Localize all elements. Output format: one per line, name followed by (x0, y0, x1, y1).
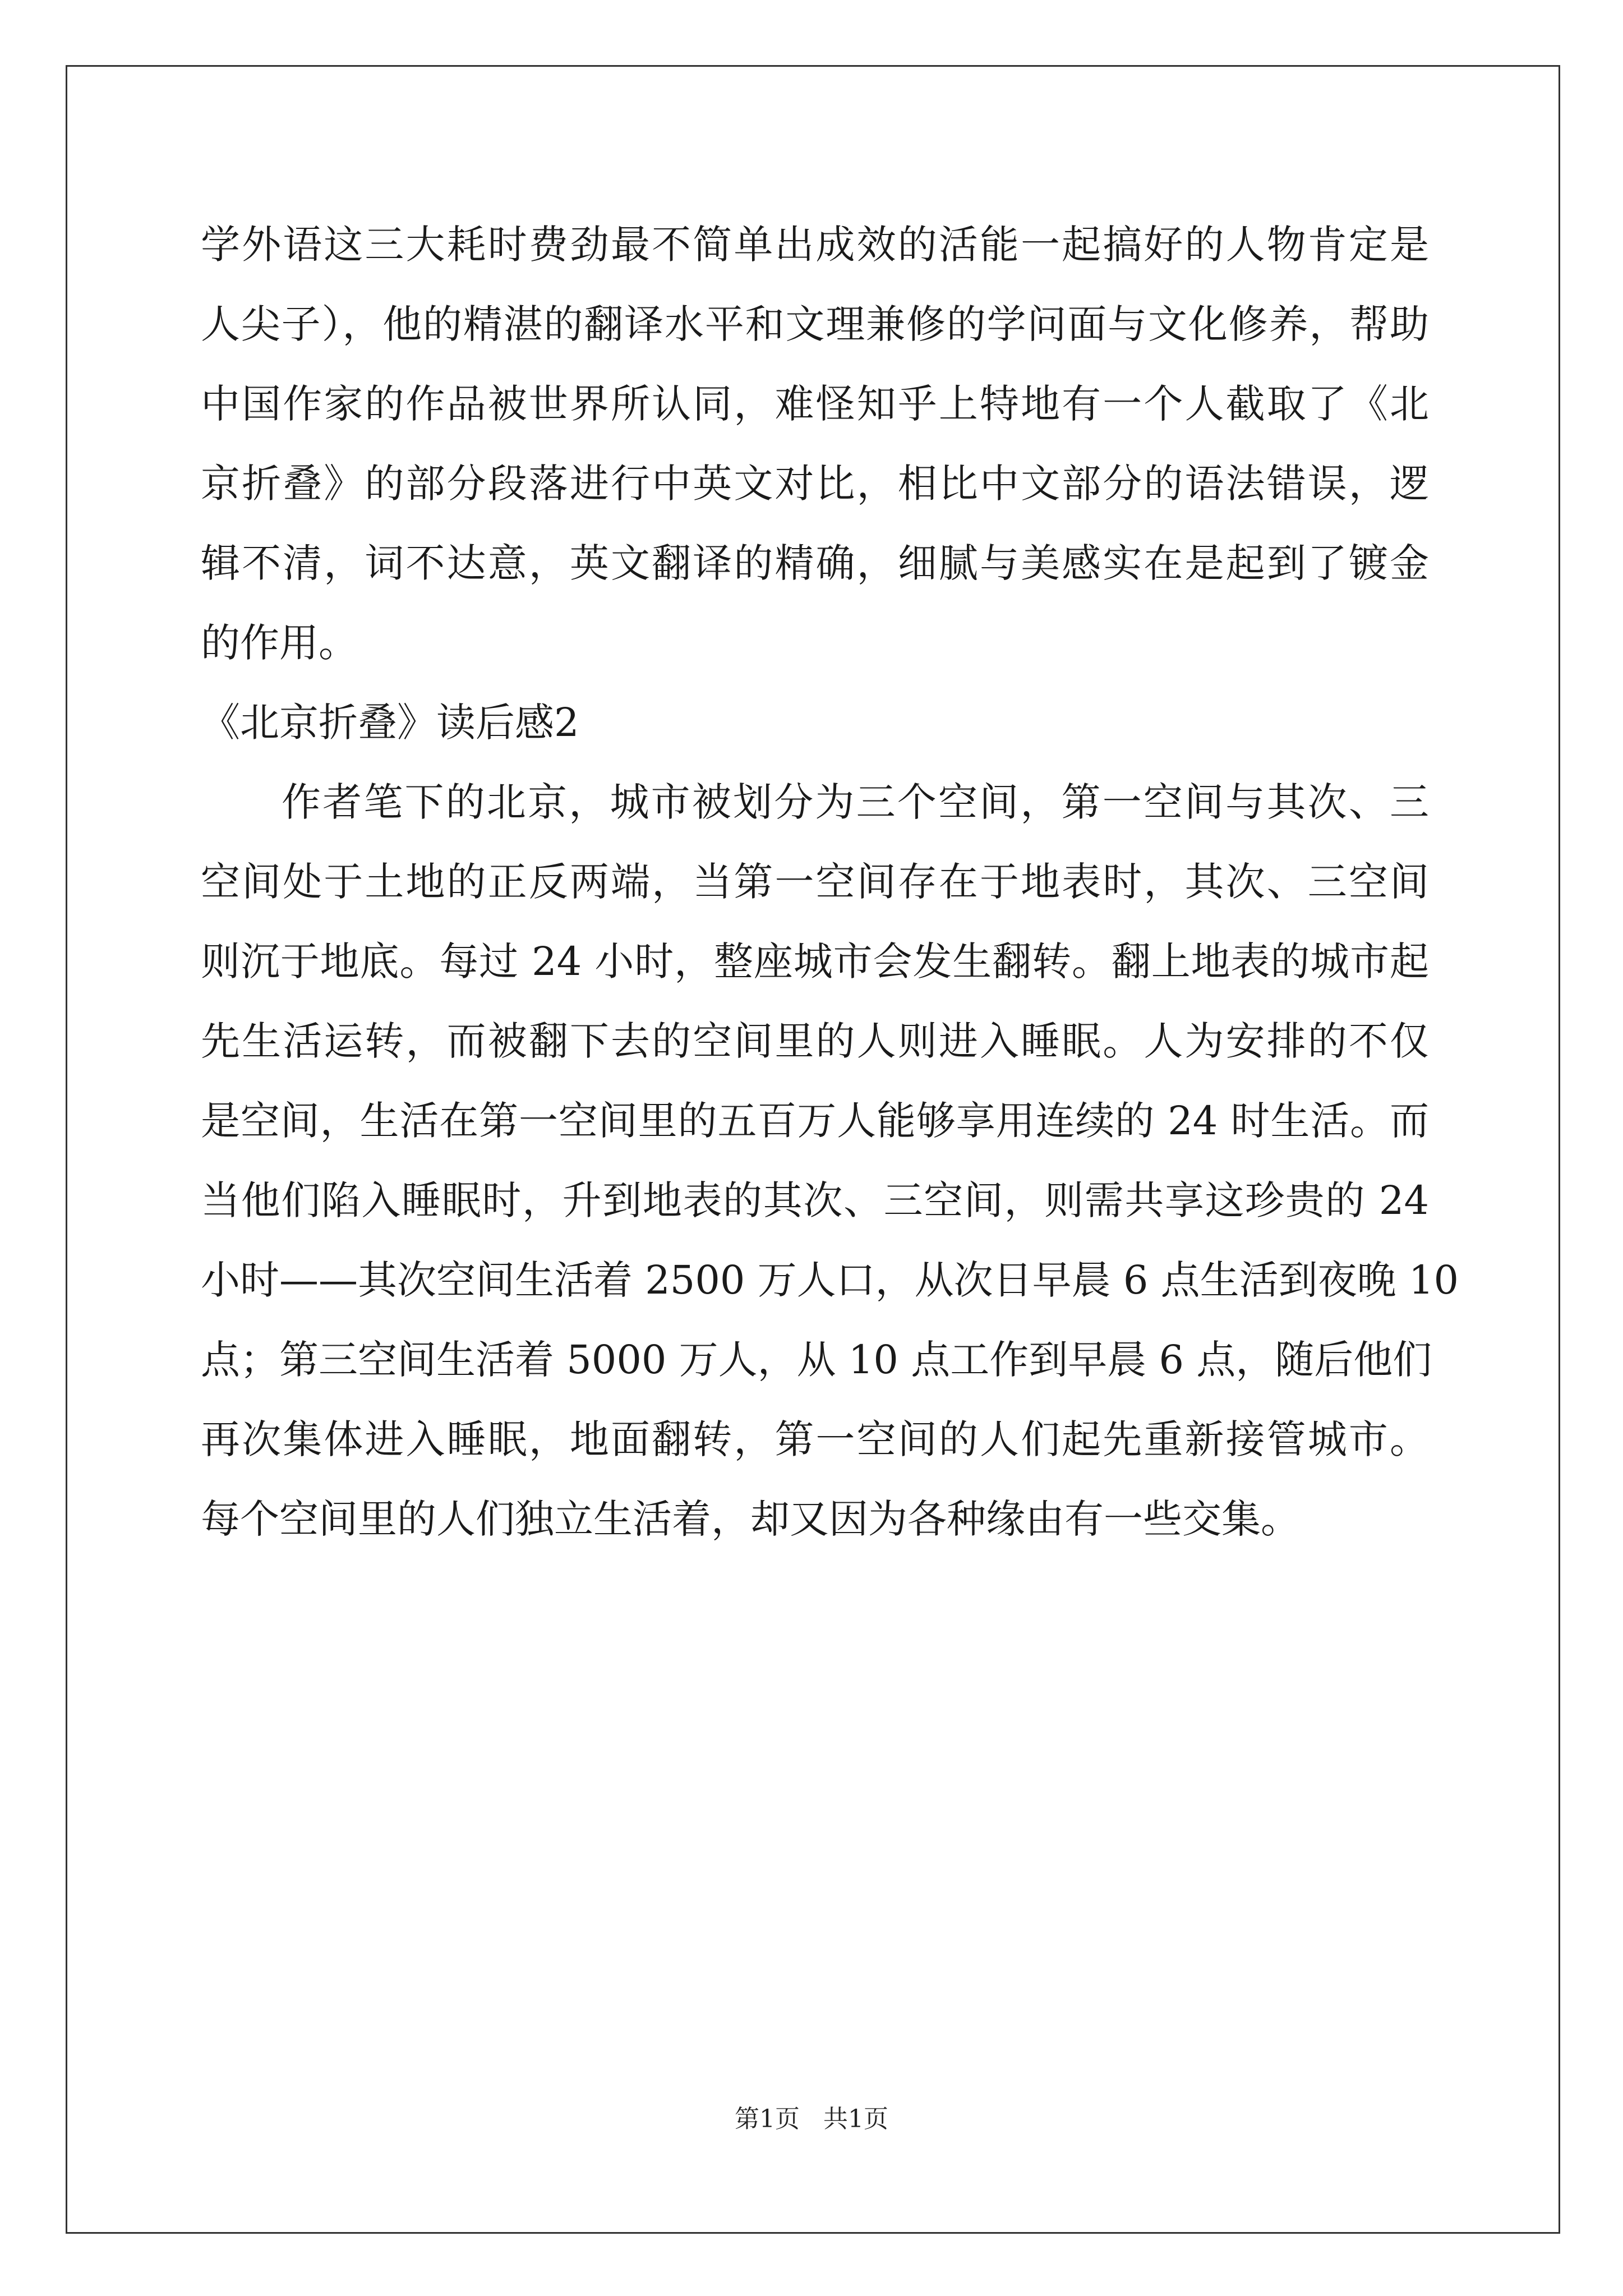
paragraph-line: 的作用。 (201, 620, 358, 666)
section-heading: 《北京折叠》读后感2 (201, 700, 579, 746)
paragraph-line: 作者笔下的北京，城市被划分为三个空间，第一空间与其次、三 (282, 779, 1429, 825)
paragraph-line: 学外语这三大耗时费劲最不简单出成效的活能一起搞好的人物肯定是 (201, 222, 1429, 268)
paragraph-line: 当他们陷入睡眠时，升到地表的其次、三空间，则需共享这珍贵的 24 (201, 1177, 1429, 1223)
page-total: 共1页 (823, 2105, 888, 2133)
paragraph-line: 点；第三空间生活着 5000 万人，从 10 点工作到早晨 6 点，随后他们 (201, 1337, 1432, 1383)
paragraph-line: 空间处于土地的正反两端，当第一空间存在于地表时，其次、三空间 (201, 859, 1429, 905)
paragraph-line: 再次集体进入睡眠，地面翻转，第一空间的人们起先重新接管城市。 (201, 1416, 1429, 1462)
page-number: 第1页 (735, 2105, 800, 2133)
paragraph-line: 则沉于地底。每过 24 小时，整座城市会发生翻转。翻上地表的城市起 (201, 938, 1429, 984)
paragraph-line: 京折叠》的部分段落进行中英文对比，相比中文部分的语法错误，逻 (201, 461, 1429, 507)
paragraph-line: 是空间，生活在第一空间里的五百万人能够享用连续的 24 时生活。而 (201, 1098, 1429, 1144)
paragraph-line: 每个空间里的人们独立生活着，却又因为各种缘由有一些交集。 (201, 1496, 1300, 1542)
paragraph-line: 中国作家的作品被世界所认同，难怪知乎上特地有一个人截取了《北 (201, 381, 1429, 427)
paragraph-line: 辑不清，词不达意，英文翻译的精确，细腻与美感实在是起到了镀金 (201, 540, 1429, 586)
paragraph-line: 小时——其次空间生活着 2500 万人口，从次日早晨 6 点生活到夜晚 10 (201, 1257, 1459, 1303)
paragraph-line: 人尖子），他的精湛的翻译水平和文理兼修的学问面与文化修养，帮助 (201, 301, 1429, 347)
page-footer (0, 2102, 1623, 2136)
paragraph-line: 先生活运转，而被翻下去的空间里的人则进入睡眠。人为安排的不仅 (201, 1018, 1429, 1064)
